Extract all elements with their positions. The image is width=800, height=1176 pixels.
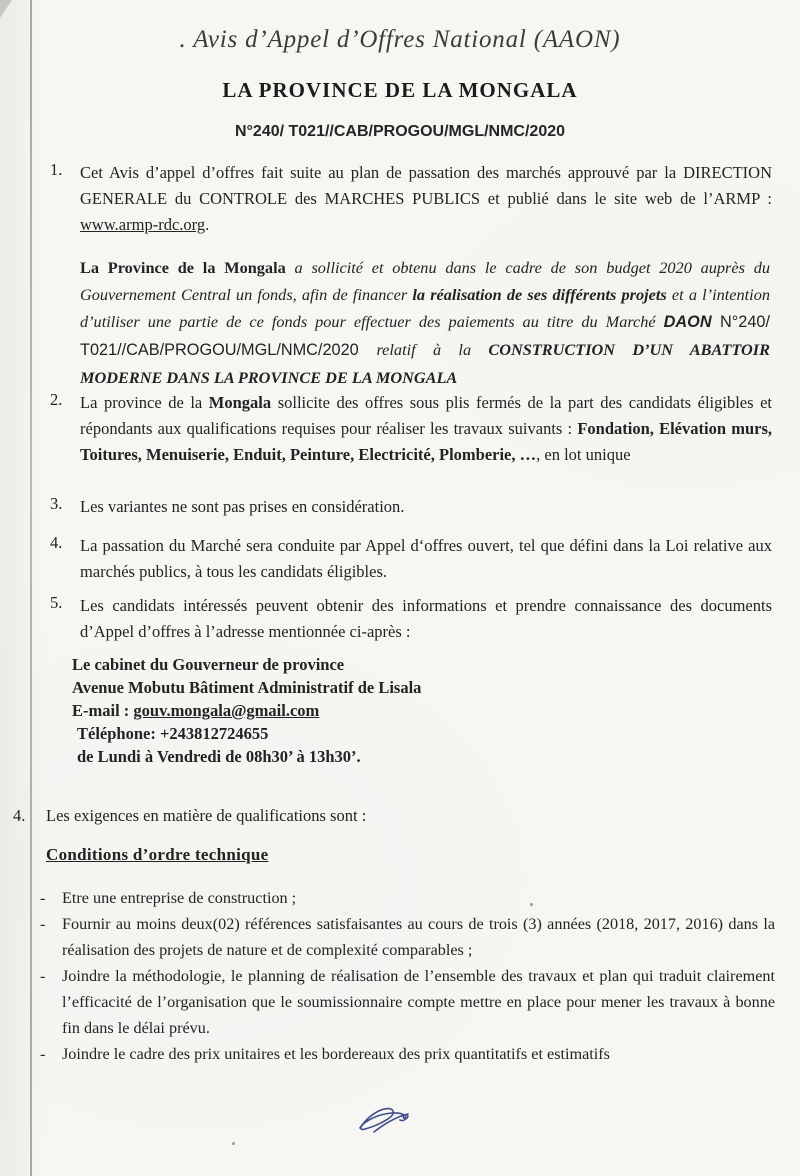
item-5-number: 5.	[50, 593, 63, 612]
signature-paraphe-ink	[352, 1102, 416, 1142]
contact-hours: de Lundi à Vendredi de 08h30’ à 13h30’.	[77, 747, 361, 766]
item-2-number: 2.	[50, 390, 63, 409]
numbered-item-3	[0, 494, 772, 520]
qualifications-section	[0, 806, 770, 826]
item-4-text: La passation du Marché sera conduite par Appel d‘offres ouvert, tel que défini dans la Loi relative aux marchés publics, à tous les candidats éligibles.	[80, 536, 772, 581]
contact-block	[72, 653, 421, 768]
requirement-text: Joindre la méthodologie, le planning de réalisation de l’ensemble des travaux et plan qui traduit clairement l’efficacité de l’organisation que le soumissionnaire compte mettre en place pour mener les travaux à bonne fin dans le délai prévu.	[62, 967, 775, 1037]
reference-number: N°240/ T021//CAB/PROGOU/MGL/NMC/2020	[234, 123, 566, 140]
requirement-item	[0, 911, 775, 963]
item-1-number: 1.	[50, 160, 63, 179]
contact-email-row: E-mail : gouv.mongala@gmail.com	[72, 701, 320, 720]
bullet-dash: -	[40, 967, 46, 985]
requirements-list	[0, 885, 775, 1067]
requirement-text: Fournir au moins deux(02) références satisfaisantes au cours de trois (3) années (2018, 2017, 2016) dans la réalisation des projets de nature et de complexité comparables ;	[62, 915, 775, 959]
funding-paragraph: La Province de la Mongala a sollicité et obtenu dans le cadre de son budget 2020 auprès du Gouvernement Central un fonds, afin de financer la réalisation de ses différents projets et a l’intention d’utiliser une partie de ce fonds pour effectuer des paiements au titre du Marché DAON N°240/ T021//CAB/PROGOU/MGL/NMC/2020 relatif à la CONSTRUCTION D’UN ABATTOIR MODERNE DANS LA PROVINCE DE LA MONGALA	[80, 258, 771, 387]
item-2-text: La province de la Mongala sollicite des offres sous plis fermés de la part des candidats éligibles et répondants aux qualifications requises pour réaliser les travaux suivants : Fondation, Elévation murs, Toitures, Menuiserie, Enduit, Peinture, Electricité, Plomberie, …, en lot unique	[80, 393, 772, 464]
contact-address: Avenue Mobutu Bâtiment Administratif de Lisala	[72, 678, 422, 697]
issuing-authority-title: LA PROVINCE DE LA MONGALA	[222, 78, 578, 102]
item-5-text: Les candidats intéressés peuvent obtenir des informations et prendre connaissance des documents d’Appel d’offres à l’adresse mentionnée ci-après :	[80, 596, 772, 641]
item-3-number: 3.	[50, 494, 63, 513]
document-title: . Avis d’Appel d’Offres National (AAON)	[179, 26, 621, 53]
requirement-text: Etre une entreprise de construction ;	[62, 889, 297, 907]
bullet-dash: -	[40, 1045, 46, 1063]
qualifications-intro: Les exigences en matière de qualifications sont :	[46, 806, 367, 825]
bullet-dash: -	[40, 915, 46, 933]
requirement-text: Joindre le cadre des prix unitaires et les bordereaux des prix quantitatifs et estimatifs	[62, 1045, 610, 1063]
contact-office: Le cabinet du Gouverneur de province	[72, 655, 345, 674]
item-1-text: Cet Avis d’appel d’offres fait suite au plan de passation des marchés approuvé par la DIRECTION GENERALE du CONTROLE des MARCHES PUBLICS et publié dans le site web de l’ARMP : www.armp-rdc.org.	[80, 163, 772, 234]
scan-corner-artifact	[0, 0, 12, 18]
item-4-number: 4.	[50, 533, 63, 552]
numbered-item-2	[0, 390, 772, 468]
requirement-item	[0, 963, 775, 1041]
requirement-item	[0, 885, 775, 911]
armp-website-link[interactable]: www.armp-rdc.org	[80, 215, 206, 234]
contact-phone: Téléphone: +243812724655	[77, 724, 269, 743]
numbered-item-4	[0, 533, 772, 585]
qualifications-number: 4.	[13, 806, 26, 825]
scan-speck	[232, 1142, 235, 1145]
numbered-item-1	[0, 160, 772, 238]
item-3-text: Les variantes ne sont pas prises en considération.	[80, 497, 405, 516]
bullet-dash: -	[40, 889, 46, 907]
scan-speck	[530, 903, 533, 906]
technical-conditions-heading: Conditions d’ordre technique	[46, 845, 269, 864]
numbered-item-5	[0, 593, 772, 645]
requirement-item	[0, 1041, 775, 1067]
contact-email-link[interactable]: gouv.mongala@gmail.com	[133, 701, 320, 720]
